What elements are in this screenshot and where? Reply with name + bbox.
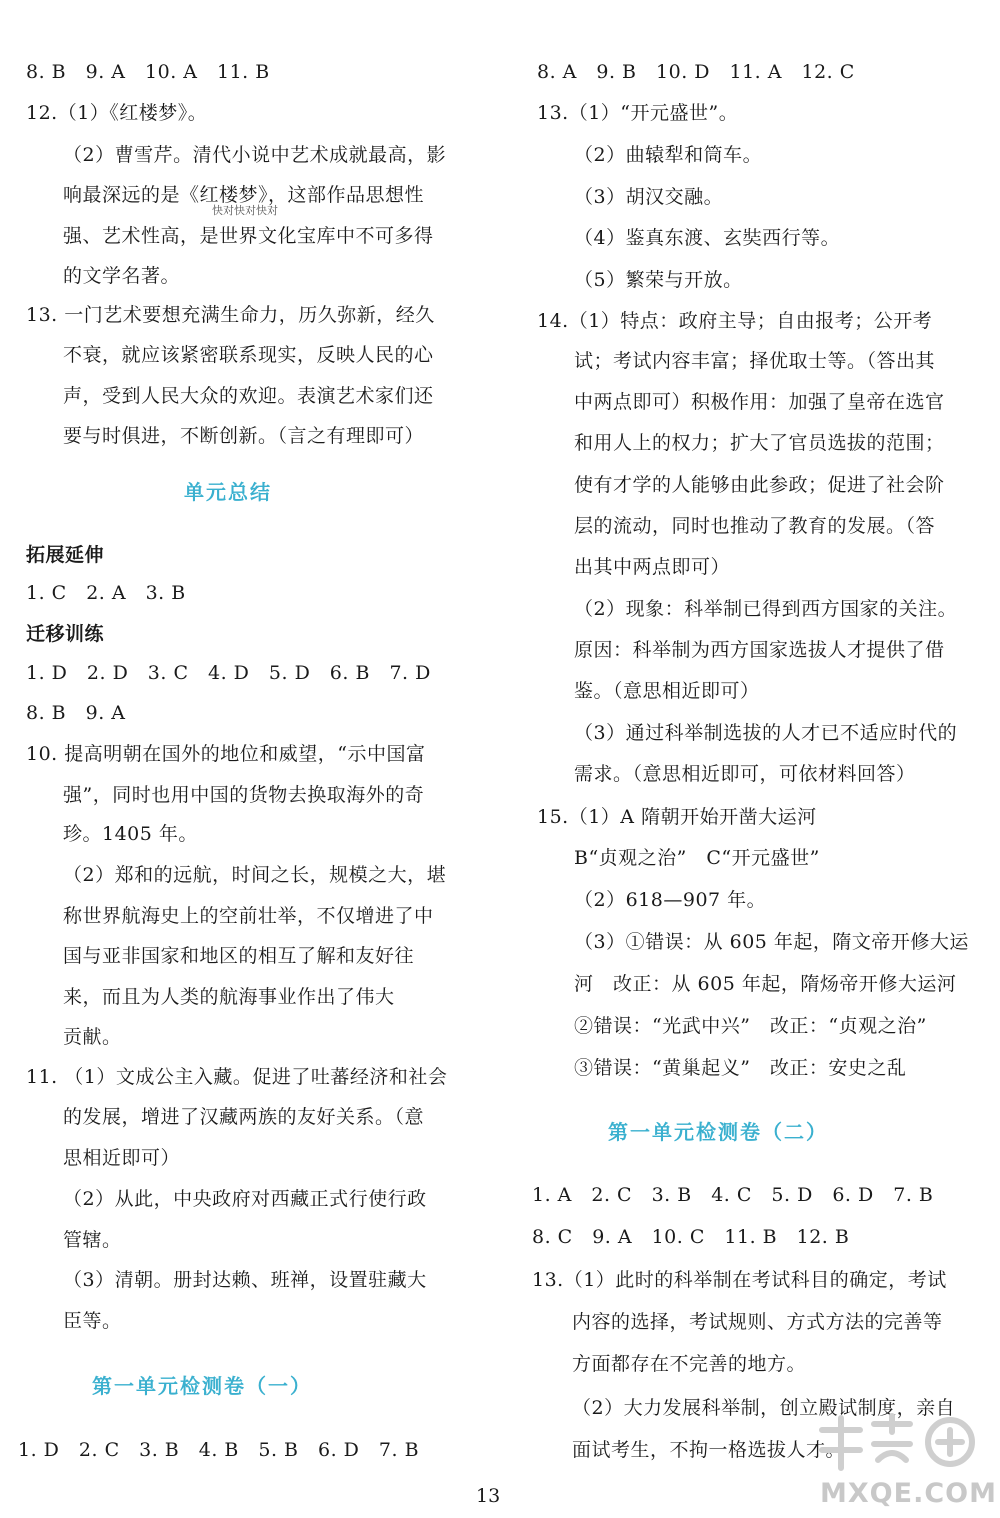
- answer-line: 8. B 9. A: [26, 702, 126, 724]
- answer-line: 声，受到人民大众的欢迎。表演艺术家们还: [63, 385, 434, 407]
- answer-line: （3）清朝。册封达赖、班禅，设置驻藏大: [63, 1269, 427, 1291]
- answer-line: （2）曹雪芹。清代小说中艺术成就最高，影: [63, 144, 447, 166]
- answer-line: 的发展，增进了汉藏两族的友好关系。（意: [63, 1106, 425, 1128]
- answer-line: （5）繁荣与开放。: [574, 269, 743, 291]
- answer-line: 来，而且为人类的航海事业作出了伟大: [63, 986, 395, 1008]
- answer-line: 方面都存在不完善的地方。: [572, 1353, 807, 1375]
- answer-line: 试；考试内容丰富；择优取士等。（答出其: [574, 350, 936, 372]
- answer-line: 8. B 9. A 10. A 11. B: [26, 61, 270, 83]
- answer-line: B“贞观之治” C“开元盛世”: [574, 847, 820, 869]
- answer-line: （3）胡汉交融。: [574, 186, 724, 208]
- answer-line: 管辖。: [63, 1229, 122, 1251]
- answer-line: （2）从此，中央政府对西藏正式行使行政: [63, 1188, 427, 1210]
- answer-line: 1. D 2. D 3. C 4. D 5. D 6. B 7. D: [26, 662, 431, 684]
- answer-line: （3）通过科举制选拔的人才已不适应时代的: [574, 722, 958, 744]
- answer-line: ③错误：“黄巢起义” 改正：安史之乱: [574, 1057, 907, 1079]
- answer-line: 内容的选择，考试规则、方式方法的完善等: [572, 1311, 943, 1333]
- answer-line: 使有才学的人能够由此参政；促进了社会阶: [574, 474, 945, 496]
- watermark-text: MXQE.COM: [820, 1478, 997, 1509]
- answer-line: 13.（1）“开元盛世”。: [537, 102, 739, 124]
- answer-line: （2）现象：科举制已得到西方国家的关注。: [574, 598, 958, 620]
- answer-line: 14.（1）特点：政府主导；自由报考；公开考: [537, 310, 933, 332]
- answer-line: （2）郑和的远航，时间之长，规模之大，堪: [63, 864, 447, 886]
- subsection-title: 拓展延伸: [26, 544, 105, 566]
- answer-line: （3）①错误：从 605 年起，隋文帝开修大运: [574, 931, 969, 953]
- section-heading: 第一单元检测卷（二）: [608, 1120, 828, 1144]
- answer-line: 国与亚非国家和地区的相互了解和友好往: [63, 945, 415, 967]
- answer-line: ②错误：“光武中兴” 改正：“贞观之治”: [574, 1015, 927, 1037]
- subsection-title: 迁移训练: [26, 623, 105, 645]
- answer-line: 出其中两点即可）: [574, 556, 731, 578]
- answer-line: 响最深远的是《红楼梦》，这部作品思想性: [63, 184, 425, 206]
- section-heading: 单元总结: [184, 480, 272, 504]
- answer-line: 层的流动，同时也推动了教育的发展。（答: [574, 515, 936, 537]
- answer-line: 需求。（意思相近即可，可依材料回答）: [574, 763, 916, 785]
- answer-line: 15.（1）A 隋朝开始开凿大运河: [537, 806, 817, 828]
- answer-line: 8. A 9. B 10. D 11. A 12. C: [537, 61, 855, 83]
- answer-line: 13.（1）此时的科举制在考试科目的确定，考试: [532, 1269, 947, 1291]
- answer-line: 称世界航海史上的空前壮举，不仅增进了中: [63, 905, 434, 927]
- page-number: 13: [476, 1485, 501, 1507]
- answer-line: 不衰，就应该紧密联系现实，反映人民的心: [63, 344, 434, 366]
- answer-line: 的文学名著。: [63, 265, 181, 287]
- answer-line: 中两点即可）积极作用：加强了皇帝在选官: [574, 391, 945, 413]
- answer-line: 1. A 2. C 3. B 4. C 5. D 6. D 7. B: [532, 1184, 934, 1206]
- smudge-overlay: 快对快对快对: [212, 204, 278, 217]
- answer-line: 面试考生，不拘一格选拔人才。: [572, 1439, 846, 1461]
- answer-line: 1. C 2. A 3. B: [26, 582, 186, 604]
- answer-line: 河 改正：从 605 年起，隋炀帝开修大运河: [574, 973, 957, 995]
- answer-line: 和用人上的权力；扩大了官员选拔的范围；: [574, 432, 945, 454]
- answer-line: （2）曲辕犁和筒车。: [574, 144, 763, 166]
- answer-line: 要与时俱进，不断创新。（言之有理即可）: [63, 425, 425, 447]
- answer-line: 10. 提高明朝在国外的地位和威望，“示中国富: [26, 743, 426, 765]
- answer-line: 强”，同时也用中国的货物去换取海外的奇: [63, 784, 425, 806]
- answer-line: 鉴。（意思相近即可）: [574, 680, 760, 702]
- answer-line: 13. 一门艺术要想充满生命力，历久弥新，经久: [26, 304, 435, 326]
- section-heading: 第一单元检测卷（一）: [92, 1374, 312, 1398]
- answer-line: 臣等。: [63, 1310, 122, 1332]
- answer-line: 珍。1405 年。: [63, 823, 198, 845]
- answer-line: 贡献。: [63, 1026, 122, 1048]
- answer-line: 原因：科举制为西方国家选拔人才提供了借: [574, 639, 945, 661]
- answer-line: 强、艺术性高，是世界文化宝库中不可多得: [63, 225, 434, 247]
- answer-line: 12.（1）《红楼梦》。: [26, 102, 208, 124]
- answer-line: （4）鉴真东渡、玄奘西行等。: [574, 227, 841, 249]
- answer-line: 11. （1）文成公主入藏。促进了吐蕃经济和社会: [26, 1066, 448, 1088]
- answer-line: （2）大力发展科举制，创立殿试制度，亲自: [572, 1397, 956, 1419]
- answer-line: （2）618—907 年。: [574, 889, 767, 911]
- answer-line: 8. C 9. A 10. C 11. B 12. B: [532, 1226, 850, 1248]
- answer-line: 思相近即可）: [63, 1147, 181, 1169]
- answer-line: 1. D 2. C 3. B 4. B 5. B 6. D 7. B: [18, 1439, 420, 1461]
